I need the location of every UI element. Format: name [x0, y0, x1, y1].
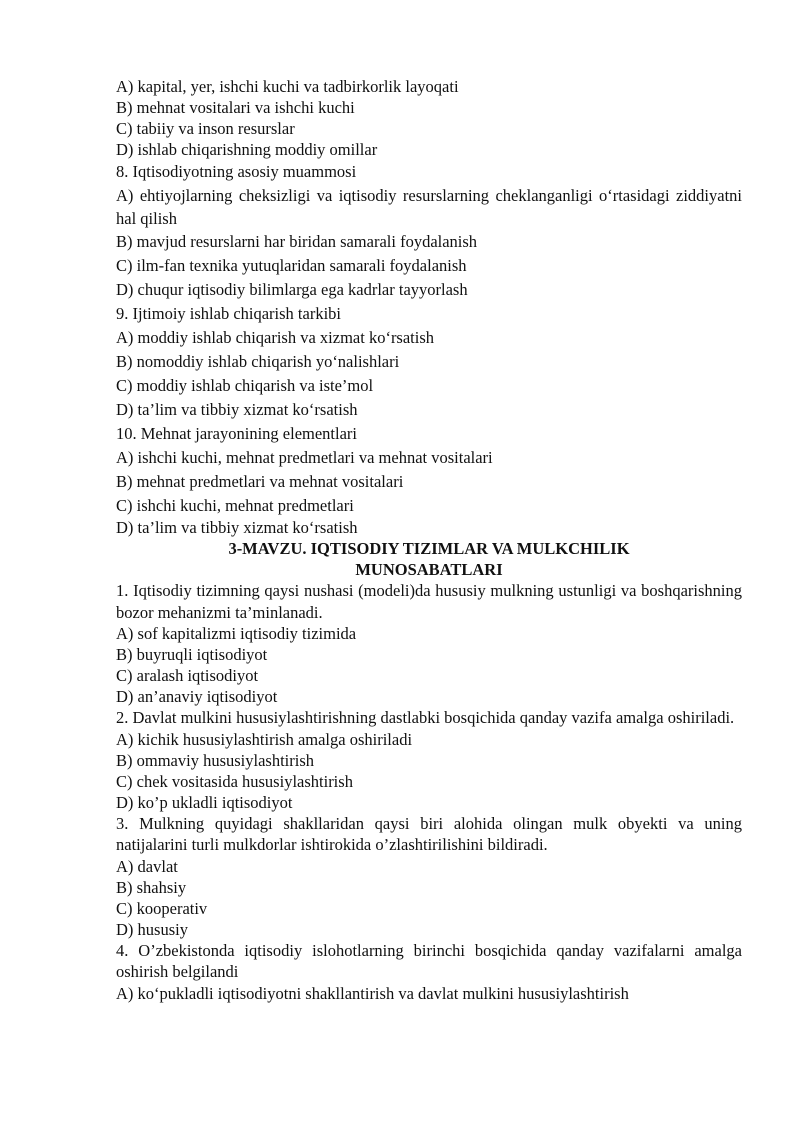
text-line: D) chuqur iqtisodiy bilimlarga ega kadrlar tayyorlash: [116, 280, 468, 299]
text-line: 9. Ijtimoiy ishlab chiqarish tarkibi: [116, 304, 342, 323]
section-heading: [116, 538, 742, 580]
text-line: 4. O’zbekistonda iqtisodiy islohotlarning birinchi bosqichida qanday vazifalarni amalga oshirish belgilandi: [116, 940, 742, 981]
text-line: 1. Iqtisodiy tizimning qaysi nushasi (modeli)da hususiy mulkning ustunligi va boshqarishning bozor mehanizmi ta’minlanadi.: [116, 581, 742, 622]
text-line: B) shahsiy: [116, 877, 187, 897]
text-line: B) buyruqli iqtisodiyot: [116, 645, 268, 664]
document-page: [116, 76, 742, 1004]
text-line: C) kooperativ: [116, 898, 208, 918]
text-line: D) ta’lim va tibbiy xizmat ko‘rsatish: [116, 400, 358, 419]
text-line: 3. Mulkning quyidagi shakllaridan qaysi biri alohida olingan mulk obyekti va uning natijalarini turli mulkdorlar ishtirokida o’zlashtirilishini bildiradi.: [116, 813, 742, 854]
text-line: C) ishchi kuchi, mehnat predmetlari: [116, 496, 354, 515]
text-line: B) mavjud resurslarni har biridan samarali foydalanish: [116, 232, 478, 251]
text-line: 8. Iqtisodiyotning asosiy muammosi: [116, 162, 357, 181]
text-line: C) chek vositasida hususiylashtirish: [116, 771, 353, 791]
text-line: D) an’anaviy iqtisodiyot: [116, 687, 278, 706]
text-line: A) kapital, yer, ishchi kuchi va tadbirkorlik layoqati: [116, 77, 459, 96]
text-line: C) ilm-fan texnika yutuqlaridan samarali foydalanish: [116, 256, 467, 275]
questions-section-2: [116, 76, 742, 538]
text-line: A) kichik hususiylashtirish amalga oshiriladi: [116, 729, 413, 749]
text-line: A) ehtiyojlarning cheksizligi va iqtisodiy resurslarning cheklanganligi o‘rtasidagi ziddiyatni hal qilish: [116, 186, 742, 228]
text-line: D) ishlab chiqarishning moddiy omillar: [116, 140, 378, 159]
text-line: 2. Davlat mulkini hususiylashtirishning dastlabki bosqichida qanday vazifa amalga oshiriladi.: [116, 708, 735, 727]
text-line: A) davlat: [116, 856, 178, 876]
text-line: B) ommaviy hususiylashtirish: [116, 750, 314, 770]
text-line: B) mehnat predmetlari va mehnat vositalari: [116, 472, 404, 491]
text-line: D) ta’lim va tibbiy xizmat ko‘rsatish: [116, 518, 358, 537]
text-line: C) aralash iqtisodiyot: [116, 666, 259, 685]
text-line: A) ko‘pukladli iqtisodiyotni shakllantirish va davlat mulkini hususiylashtirish: [116, 983, 629, 1003]
text-line: B) mehnat vositalari va ishchi kuchi: [116, 98, 355, 117]
text-line: D) ko’p ukladli iqtisodiyot: [116, 792, 293, 812]
text-line: C) moddiy ishlab chiqarish va iste’mol: [116, 376, 374, 395]
text-line: 10. Mehnat jarayonining elementlari: [116, 424, 358, 443]
text-line: A) sof kapitalizmi iqtisodiy tizimida: [116, 624, 357, 643]
text-line: D) hususiy: [116, 919, 188, 939]
text-line: C) tabiiy va inson resurslar: [116, 119, 295, 138]
text-line: A) moddiy ishlab chiqarish va xizmat ko‘rsatish: [116, 328, 435, 347]
section-heading-line-2: MUNOSABATLARI: [355, 560, 503, 579]
text-line: A) ishchi kuchi, mehnat predmetlari va mehnat vositalari: [116, 448, 493, 467]
text-line: B) nomoddiy ishlab chiqarish yo‘nalishlari: [116, 352, 400, 371]
questions-section-3: [116, 580, 742, 1004]
section-heading-line-1: 3-MAVZU. IQTISODIY TIZIMLAR VA MULKCHILIK: [228, 539, 630, 558]
